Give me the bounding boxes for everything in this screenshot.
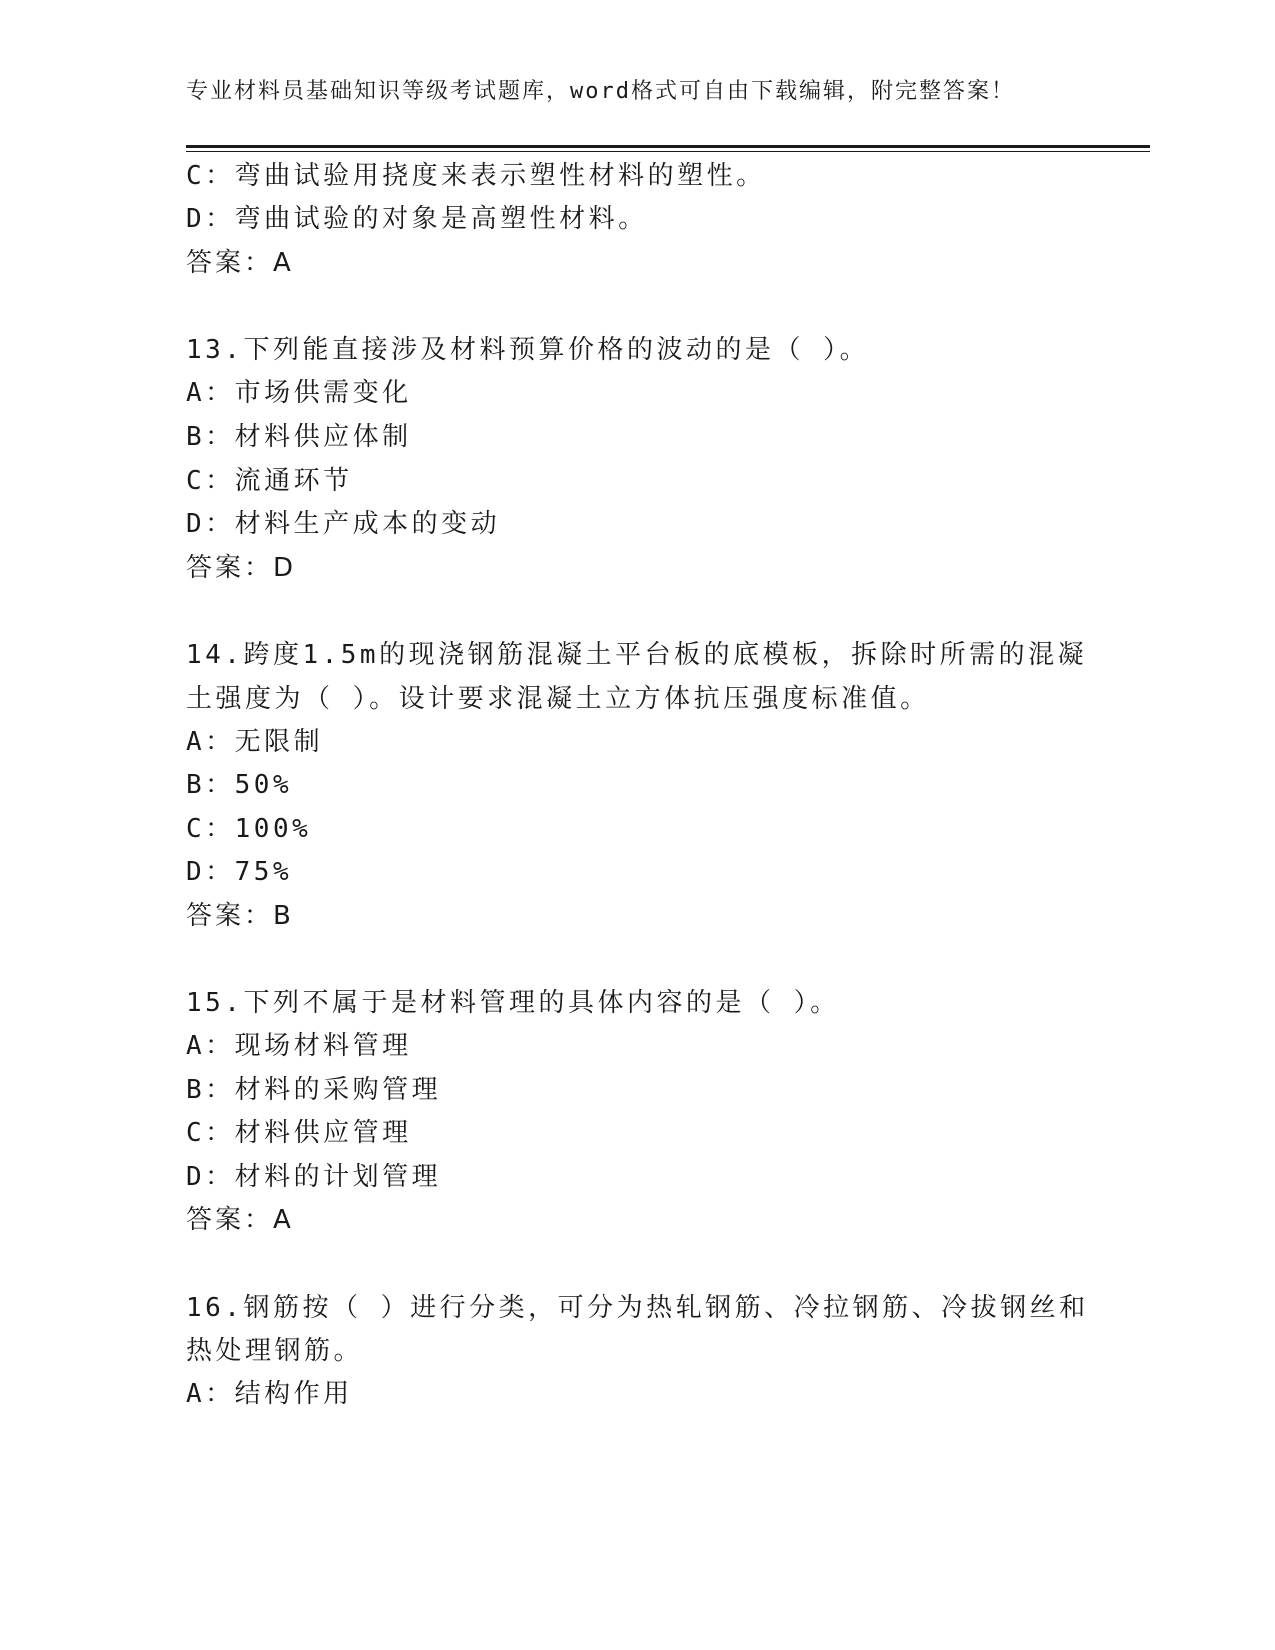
option-d: D：材料生产成本的变动 [186, 509, 501, 539]
question-stem: 16.钢筋按（ ）进行分类，可分为热轧钢筋、冷拉钢筋、冷拔钢丝和 [186, 1293, 1089, 1323]
option-d: D：弯曲试验的对象是高塑性材料。 [186, 204, 648, 234]
option-d: D：材料的计划管理 [186, 1162, 442, 1192]
option-a: A：市场供需变化 [186, 378, 412, 408]
option-c: C：100% [186, 814, 312, 844]
header-rule-thin [186, 151, 1150, 152]
option-a: A：无限制 [186, 727, 324, 757]
question-stem: 13.下列能直接涉及材料预算价格的波动的是（ ）。 [186, 335, 870, 365]
page-header: 专业材料员基础知识等级考试题库，word格式可自由下载编辑，附完整答案！ [186, 79, 1015, 104]
answer-line: 答案：A [186, 248, 294, 278]
answer-line: 答案：B [186, 901, 294, 931]
question-stem: 15.下列不属于是材料管理的具体内容的是（ ）。 [186, 988, 840, 1018]
option-c: C：弯曲试验用挠度来表示塑性材料的塑性。 [186, 161, 766, 191]
option-a: A：结构作用 [186, 1379, 353, 1409]
question-stem: 14.跨度1.5m的现浇钢筋混凝土平台板的底模板，拆除时所需的混凝 [186, 640, 1088, 670]
option-b: B：材料供应体制 [186, 422, 412, 452]
question-stem-continued: 土强度为（ ）。设计要求混凝土立方体抗压强度标准值。 [186, 684, 930, 714]
header-rule-thick [186, 145, 1150, 148]
option-d: D：75% [186, 857, 293, 887]
option-c: C：流通环节 [186, 466, 353, 496]
answer-line: 答案：A [186, 1205, 294, 1235]
option-b: B：50% [186, 770, 293, 800]
option-b: B：材料的采购管理 [186, 1075, 442, 1105]
option-c: C：材料供应管理 [186, 1118, 412, 1148]
answer-line: 答案：D [186, 553, 297, 583]
option-a: A：现场材料管理 [186, 1031, 412, 1061]
question-stem-continued: 热处理钢筋。 [186, 1336, 364, 1366]
